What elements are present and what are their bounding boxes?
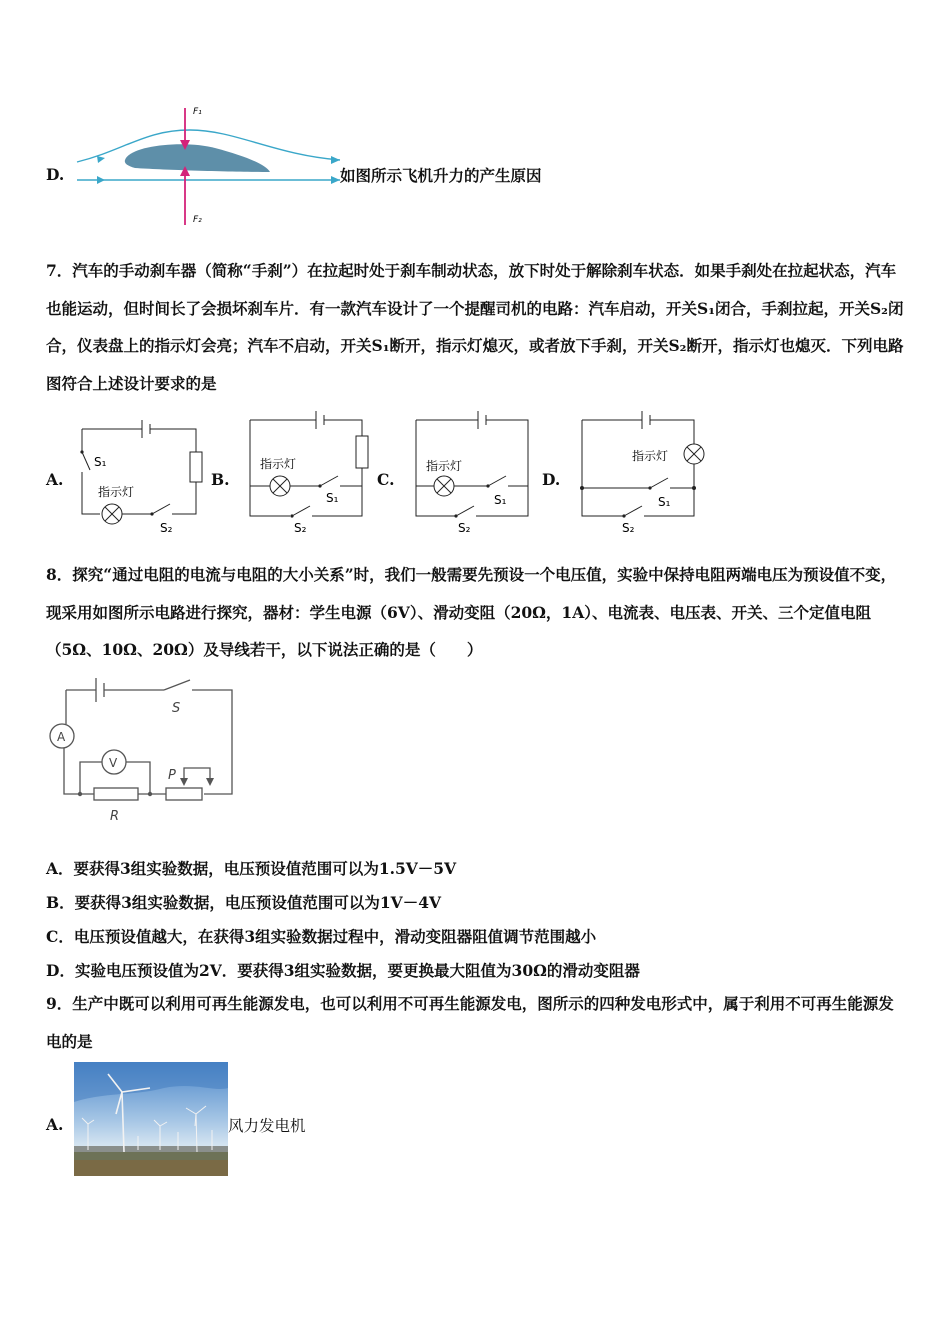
- q7c-s2: S₂: [458, 521, 471, 535]
- q6-option-d-text: 如图所示飞机升力的产生原因: [340, 166, 542, 185]
- q7a-s1: S₁: [94, 455, 107, 469]
- q8-option-c: C．电压预设值越大，在获得3组实验数据过程中，滑动变阻器阻值调节范围越小: [46, 927, 597, 946]
- q8-s-label: S: [172, 701, 181, 716]
- q8-r-label: R: [110, 809, 120, 824]
- q7-option-c-label: C.: [377, 470, 395, 489]
- q8-circuit: [44, 676, 244, 826]
- q8-voltmeter-label: V: [109, 756, 118, 770]
- q8-p-label: P: [168, 768, 176, 783]
- f2-label: F₂: [193, 215, 202, 225]
- q7b-lamp: 指示灯: [260, 457, 297, 471]
- q7a-lamp: 指示灯: [98, 485, 135, 499]
- q6-option-d-label: D.: [46, 165, 65, 184]
- q7a-s2: S₂: [160, 521, 173, 535]
- q7c-lamp: 指示灯: [426, 459, 463, 473]
- q7b-s1: S₁: [326, 491, 339, 505]
- q8-option-d: D．实验电压预设值为2V．要获得3组实验数据，要更换最大阻值为30Ω的滑动变阻器: [46, 961, 640, 980]
- q7-option-d-label: D.: [542, 470, 561, 489]
- airfoil-figure: [75, 100, 345, 230]
- q8-option-b: B．要获得3组实验数据，电压预设值范围可以为1V－4V: [46, 893, 442, 912]
- q9-option-a-label: A.: [46, 1115, 64, 1134]
- q7-question-text: 7．汽车的手动刹车器（简称“手刹”）在拉起时处于刹车制动状态，放下时处于解除刹车状态．如果手刹处在拉起状态，汽车也能运动，但时间长了会损坏刹车片．有一款汽车设计了一个提醒司机的电路：汽车启动，开关S₁闭合，手刹拉起，开关S₂闭合，仪表盘上的指示灯会亮；汽车不启动，开关S₁断开，指示灯熄灭，或者放下手刹，开关S₂断开，指示灯也熄灭．下列电路图符合上述设计要求的是: [46, 261, 904, 393]
- q7-option-b-label: B.: [211, 470, 230, 489]
- q7d-lamp: 指示灯: [632, 449, 669, 463]
- q7-option-a-label: A.: [46, 470, 64, 489]
- q7d-s2: S₂: [622, 521, 635, 535]
- q7-circuit-a: [72, 414, 207, 539]
- q7b-s2: S₂: [294, 521, 307, 535]
- wind-turbine-photo: [74, 1062, 228, 1176]
- q8-question-text: 8．探究“通过电阻的电流与电阻的大小关系”时，我们一般需要先预设一个电压值，实验中保持电阻两端电压为预设值不变，现采用如图所示电路进行探究，器材：学生电源（6V）、滑动变阻（20Ω，1A）、电流表、电压表、开关、三个定值电阻（5Ω、10Ω、20Ω）及导线若干，以下说法正确的是（ ）: [46, 565, 897, 659]
- q8-ammeter-label: A: [57, 730, 66, 744]
- q7-circuit-c: [408, 408, 538, 538]
- f1-label: F₁: [193, 107, 202, 117]
- q8-option-a: A．要获得3组实验数据，电压预设值范围可以为1.5V－5V: [46, 859, 457, 878]
- q7d-s1: S₁: [658, 495, 671, 509]
- q7-circuit-d: [574, 408, 709, 538]
- q9-option-a-text: 风力发电机: [228, 1117, 306, 1135]
- q9-question-text: 9．生产中既可以利用可再生能源发电，也可以利用不可再生能源发电，图所示的四种发电形式中，属于利用不可再生能源发电的是: [46, 994, 894, 1051]
- q7c-s1: S₁: [494, 493, 507, 507]
- q7-circuit-b: [242, 408, 377, 538]
